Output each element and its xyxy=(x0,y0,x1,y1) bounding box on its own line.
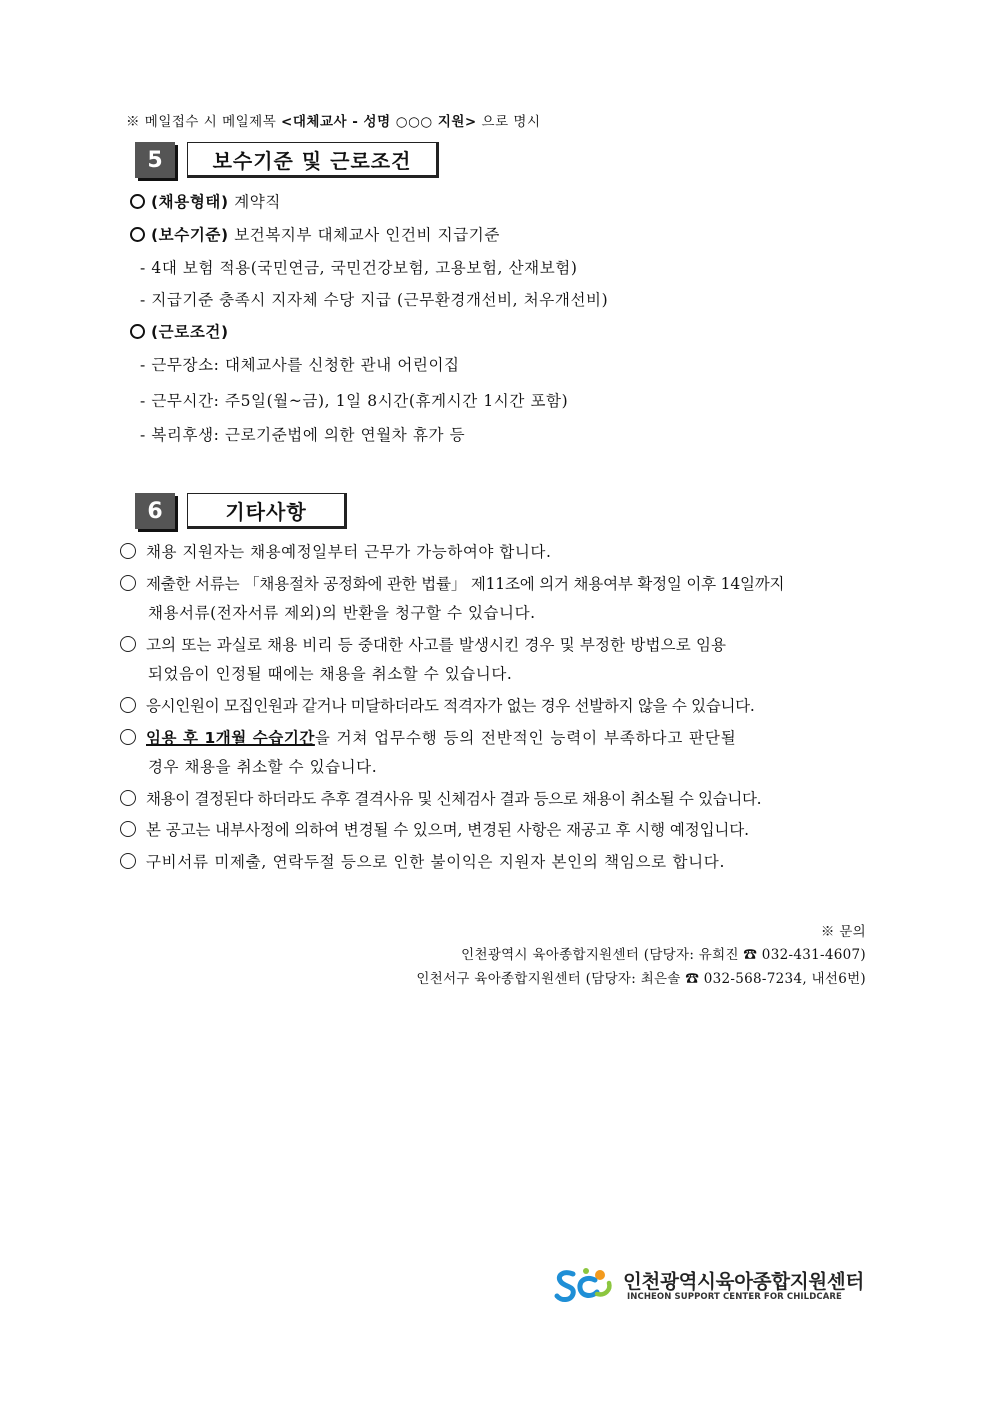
bullet-circle-icon xyxy=(130,324,145,339)
employment-type-line xyxy=(130,190,281,212)
list-item-text: 구비서류 미제출, 연락두절 등으로 인한 불이익은 지원자 본인의 책임으로 합니다. xyxy=(146,853,726,871)
list-item xyxy=(120,540,551,562)
contact-heading: ※ 문의 xyxy=(820,924,866,940)
logo-name: 인천광역시육아종합지원센터 xyxy=(623,1270,864,1293)
pay-standard-label: (보수기준) xyxy=(151,226,229,244)
bullet-circle-icon xyxy=(120,575,136,591)
list-item-continuation: 경우 채용을 취소할 수 있습니다. xyxy=(148,758,378,776)
bullet-circle-icon xyxy=(130,194,145,209)
employment-type-value: 계약직 xyxy=(228,193,281,211)
list-item xyxy=(120,787,761,809)
bullet-circle-icon xyxy=(120,853,136,869)
bullet-circle-icon xyxy=(120,821,136,837)
list-item xyxy=(120,572,784,594)
pay-standard-value: 보건복지부 대체교사 인건비 지급기준 xyxy=(228,226,500,244)
list-item xyxy=(120,850,725,872)
pay-detail-allowance: - 지급기준 충족시 지자체 수당 지급 (근무환경개선비, 처우개선비) xyxy=(140,291,609,309)
bullet-circle-icon xyxy=(120,790,136,806)
logo-subtitle: INCHEON SUPPORT CENTER FOR CHILDCARE xyxy=(627,1292,842,1302)
list-item xyxy=(120,818,749,840)
list-item-text: 을 거쳐 업무수행 등의 전반적인 능력이 부족하다고 판단될 xyxy=(314,729,737,747)
bullet-circle-icon xyxy=(130,227,145,242)
list-item-text: 제출한 서류는 「채용절차 공정화에 관한 법률」 제11조에 의거 채용여부 확정일 이후 14일까지 xyxy=(146,575,785,593)
list-item-text: 본 공고는 내부사정에 의하여 변경될 수 있으며, 변경된 사항은 재공고 후 시행 예정입니다. xyxy=(146,821,750,839)
pay-standard-line xyxy=(130,223,500,245)
work-conditions-label: (근로조건) xyxy=(151,323,229,341)
bullet-circle-icon xyxy=(120,697,136,713)
employment-type-label: (채용형태) xyxy=(151,193,229,211)
pay-detail-insurance: - 4대 보험 적용(국민연금, 국민건강보험, 고용보험, 산재보험) xyxy=(140,259,578,277)
mail-note-subject: <대체교사 - 성명 ○○○ 지원> xyxy=(281,114,477,130)
list-item xyxy=(120,633,726,655)
list-item-continuation: 되었음이 인정될 때에는 채용을 취소할 수 있습니다. xyxy=(148,665,513,683)
bullet-circle-icon xyxy=(120,636,136,652)
list-item-text: 고의 또는 과실로 채용 비리 등 중대한 사고를 발생시킨 경우 및 부정한 방법으로 임용 xyxy=(146,636,727,654)
contact-line-seogu: 인천서구 육아종합지원센터 (담당자: 최은솔 ☎ 032-568-7234, 내선6번) xyxy=(416,971,866,987)
bullet-circle-icon xyxy=(120,729,136,745)
work-detail-place: - 근무장소: 대체교사를 신청한 관내 어린이집 xyxy=(140,356,460,374)
section-6-number: 6 xyxy=(135,493,175,529)
mail-subject-note xyxy=(126,110,541,130)
mail-note-prefix: ※ 메일접수 시 메일제목 xyxy=(126,114,277,130)
work-detail-welfare: - 복리후생: 근로기준법에 의한 연월차 휴가 등 xyxy=(140,426,466,444)
list-item-continuation: 채용서류(전자서류 제외)의 반환을 청구할 수 있습니다. xyxy=(148,604,536,622)
mail-note-suffix: 으로 명시 xyxy=(481,114,541,130)
section-6-title: 기타사항 xyxy=(187,493,347,529)
list-item-text: 채용 지원자는 채용예정일부터 근무가 가능하여야 합니다. xyxy=(146,543,552,561)
contact-line-incheon: 인천광역시 육아종합지원센터 (담당자: 유희진 ☎ 032-431-4607) xyxy=(461,947,866,963)
list-item-text: 채용이 결정된다 하더라도 추후 결격사유 및 신체검사 결과 등으로 채용이 취소될 수 있습니다. xyxy=(146,790,762,808)
work-conditions-line xyxy=(130,320,229,342)
list-item xyxy=(120,726,737,748)
list-item xyxy=(120,694,754,716)
work-detail-hours: - 근무시간: 주5일(월~금), 1일 8시간(휴게시간 1시간 포함) xyxy=(140,392,569,410)
section-5-title: 보수기준 및 근로조건 xyxy=(187,142,439,178)
center-logo-icon xyxy=(553,1266,617,1306)
bullet-circle-icon xyxy=(120,543,136,559)
section-5-number: 5 xyxy=(135,142,175,178)
probation-emphasis: 임용 후 1개월 수습기간 xyxy=(146,729,315,747)
list-item-text: 응시인원이 모집인원과 같거나 미달하더라도 적격자가 없는 경우 선발하지 않을 수 있습니다. xyxy=(146,697,755,715)
